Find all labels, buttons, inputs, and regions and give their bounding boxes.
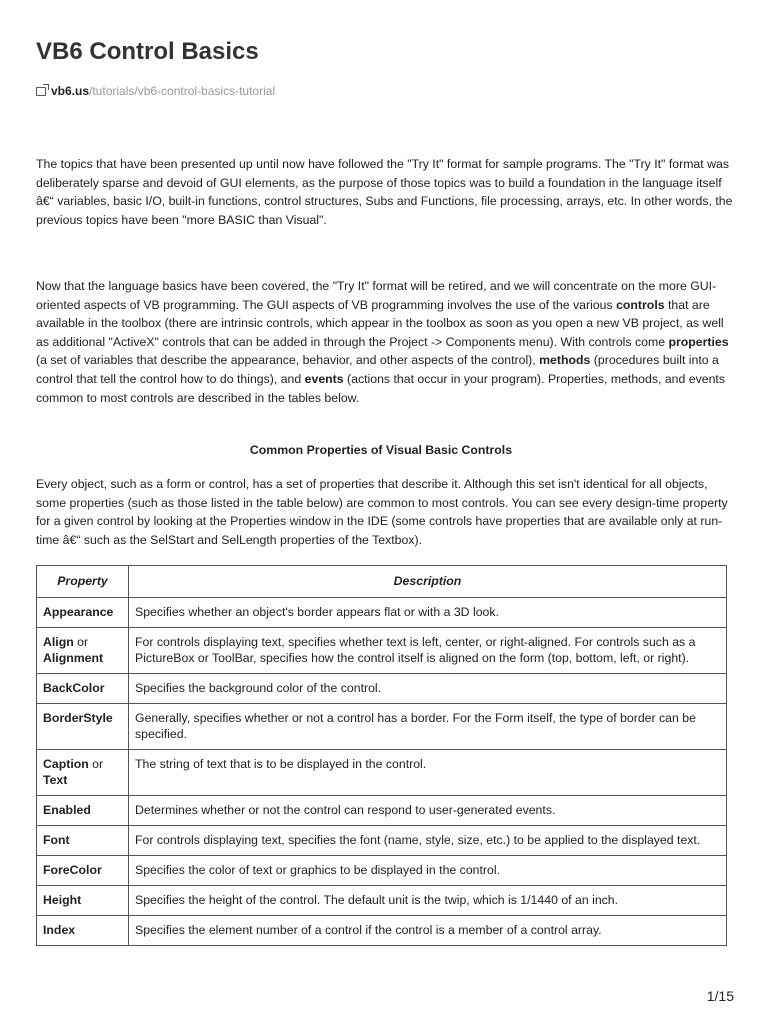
property-description-cell: Generally, specifies whether or not a control has a border. For the Form itself, the type of border can be specified. xyxy=(129,704,727,750)
property-description-cell: For controls displaying text, specifies whether text is left, center, or right-aligned. For controls such as a PictureBox or ToolBar, specifies how the control itself is aligned on the form (top, bottom, left, or right). xyxy=(129,628,727,674)
source-domain: vb6.us xyxy=(51,84,90,98)
table-row xyxy=(37,916,727,946)
property-name-cell: Enabled xyxy=(37,796,129,826)
property-description-cell: The string of text that is to be displayed in the control. xyxy=(129,750,727,796)
source-link[interactable] xyxy=(36,84,275,98)
properties-paragraph: Every object, such as a form or control, has a set of properties that describe it. Although this set isn't identical for all objects, some properties (such as those listed in the table below) are common to most controls. You can see every design-time property for a given control by looking at the Properties window in the IDE (some controls have properties that are available only at run-time â€“ such as the SelStart and SelLength properties of the Textbox). xyxy=(36,477,728,547)
property-name-cell: Appearance xyxy=(37,598,129,628)
intro-paragraph: The topics that have been presented up until now have followed the "Try It" format for sample programs. The "Try It" format was deliberately sparse and devoid of GUI elements, as the purpose of those topics was to build a foundation in the language itself â€“ variables, basic I/O, built-in functions, control structures, Subs and Functions, file processing, arrays, etc. In other words, the previous topics have been "more BASIC than Visual". xyxy=(36,157,733,227)
table-row xyxy=(37,796,727,826)
table-row xyxy=(37,750,727,796)
property-description-cell: Specifies the color of text or graphics to be displayed in the control. xyxy=(129,856,727,886)
property-name-cell: BackColor xyxy=(37,674,129,704)
table-row xyxy=(37,674,727,704)
page-number: 1/15 xyxy=(706,988,734,1004)
table-row xyxy=(37,886,727,916)
property-name-cell: Align or Alignment xyxy=(37,628,129,674)
property-name-cell: Height xyxy=(37,886,129,916)
term-properties: properties xyxy=(668,334,729,349)
property-description-cell: Specifies the background color of the control. xyxy=(129,674,727,704)
term-events: events xyxy=(304,371,344,386)
page-bottom-margin xyxy=(0,985,768,1025)
property-name-cell: Caption or Text xyxy=(37,750,129,796)
header-property: Property xyxy=(37,566,129,598)
property-name-cell: Font xyxy=(37,826,129,856)
table-row xyxy=(37,826,727,856)
table-header-row xyxy=(37,566,727,598)
property-description-cell: Specifies whether an object's border appears flat or with a 3D look. xyxy=(129,598,727,628)
term-methods: methods xyxy=(539,353,591,368)
property-description-cell: Determines whether or not the control can respond to user-generated events. xyxy=(129,796,727,826)
header-description: Description xyxy=(129,566,727,598)
source-path: /tutorials/vb6-control-basics-tutorial xyxy=(89,84,276,98)
section-heading: Common Properties of Visual Basic Controls xyxy=(249,443,513,457)
property-description-cell: Specifies the height of the control. The default unit is the twip, which is 1/1440 of an inch. xyxy=(129,886,727,916)
term-controls: controls xyxy=(616,297,665,312)
table-row xyxy=(37,598,727,628)
table-row xyxy=(37,628,727,674)
property-name-cell: Index xyxy=(37,916,129,946)
external-link-icon xyxy=(36,87,46,96)
properties-table xyxy=(36,565,727,946)
table-row xyxy=(37,704,727,750)
page-title: VB6 Control Basics xyxy=(36,38,259,65)
controls-paragraph: Now that the language basics have been covered, the "Try It" format will be retired, and we will concentrate on the more GUI-oriented aspects of VB programming. The GUI aspects of VB programming involves the use of the various controls that are available in the toolbox (there are intrinsic controls, which appear in the toolbox as soon as you open a new VB project, as well as additional "ActiveX" controls that can be added in through the Project -> Components menu). With controls come properties (a set of variables that describe the appearance, behavior, and other aspects of the control), methods (procedures built into a control that tell the control how to do things), and events (actions that occur in your program). Properties, methods, and events common to most controls are described in the tables below. xyxy=(36,279,729,405)
property-description-cell: Specifies the element number of a control if the control is a member of a control array. xyxy=(129,916,727,946)
table-row xyxy=(37,856,727,886)
property-name-cell: BorderStyle xyxy=(37,704,129,750)
property-description-cell: For controls displaying text, specifies the font (name, style, size, etc.) to be applied to the displayed text. xyxy=(129,826,727,856)
property-name-cell: ForeColor xyxy=(37,856,129,886)
